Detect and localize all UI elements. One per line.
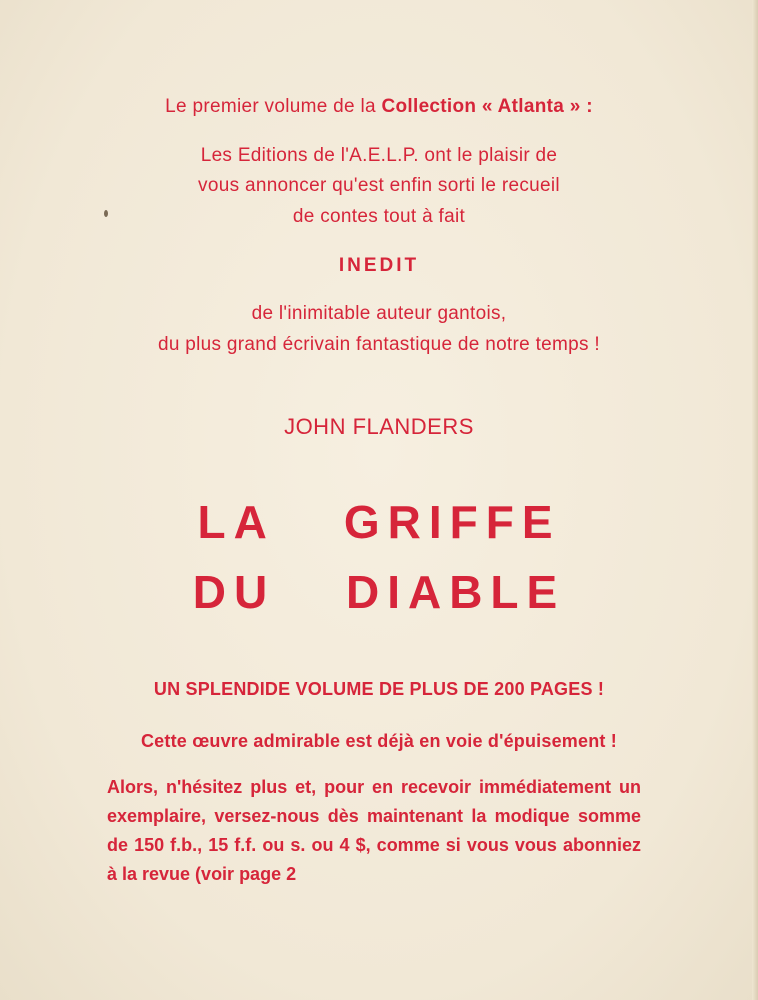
inedit-label: INEDIT <box>338 255 420 276</box>
intro-line-1-suffix: : <box>586 96 593 117</box>
book-title-line-2: DU DIABLE <box>192 566 566 618</box>
intro-line-1 <box>0 96 758 118</box>
description-line-1: de l'inimitable auteur gantois, <box>251 303 507 324</box>
description-line-2: du plus grand écrivain fantastique de notre temps ! <box>157 334 600 355</box>
intro-line-1-prefix: Le premier volume de la <box>165 96 376 117</box>
intro-line-2: Les Editions de l'A.E.L.P. ont le plaisir de <box>200 145 558 166</box>
volume-announcement: UN SPLENDIDE VOLUME DE PLUS DE 200 PAGES ! <box>153 679 605 699</box>
author-name: JOHN FLANDERS <box>284 414 474 439</box>
intro-line-4: de contes tout à fait <box>292 206 466 227</box>
order-instructions: Alors, n'hésitez plus et, pour en recevoir immédiatement un exemplaire, versez-nous dès maintenant la modique somme de 150 f.b., 15 f.f. ou s. ou 4 $, comme si vous vous abonniez à la revue (voir page 2 <box>107 777 641 884</box>
book-title-line-1: LA GRIFFE <box>197 496 561 548</box>
collection-name: Collection « Atlanta » <box>381 96 581 117</box>
intro-line-3: vous annoncer qu'est enfin sorti le recueil <box>198 175 560 196</box>
exhaustion-notice: Cette œuvre admirable est déjà en voie d'épuisement ! <box>140 731 618 751</box>
